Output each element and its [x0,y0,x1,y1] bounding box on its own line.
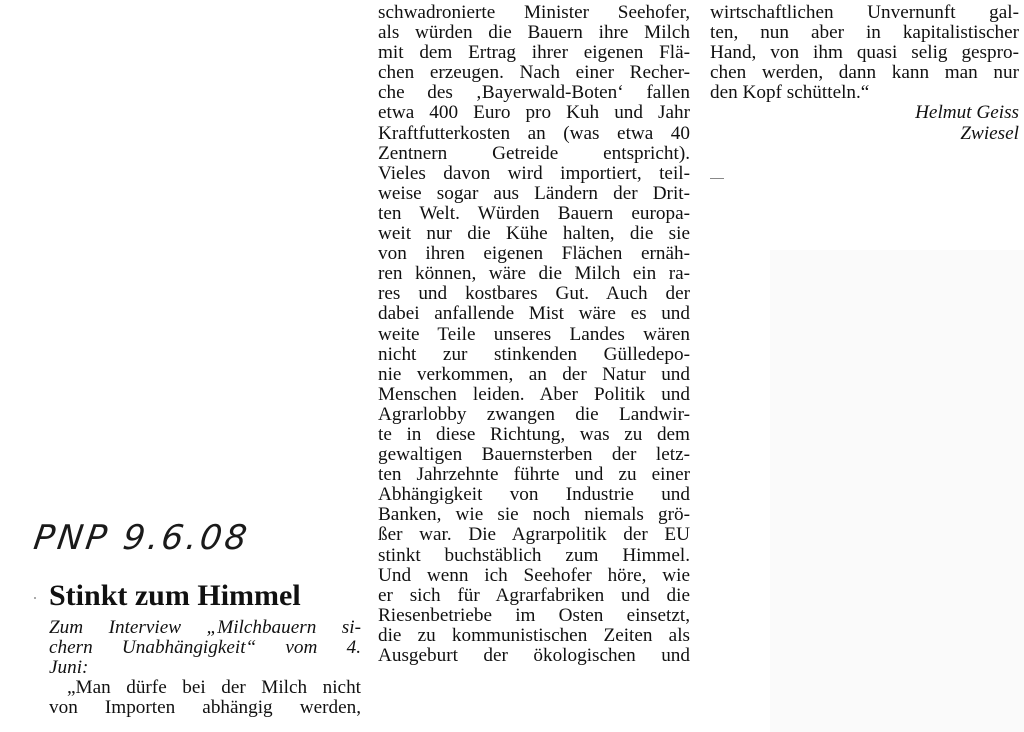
text-line: Ausgeburt der ökologischen und [378,645,690,666]
text-line: Kraftfutterkosten an (was etwa 40 [378,122,690,144]
text-line: Riesenbetriebe im Osten einsetzt, [378,604,690,626]
handwritten-note: PNP 9.6.08 [31,518,253,558]
text-line: den Kopf schütteln.“ [710,82,870,104]
text-line: nicht zur stinkenden Gülledepo- [378,343,690,365]
text-line: ßer war. Die Agrarpolitik der EU [378,524,690,546]
column-1 [49,578,361,718]
text-line: Hand, von ihm quasi selig gespro- [710,42,1019,64]
text-line: gewaltigen Bauernsterben der letz- [378,444,690,466]
paper-shade [770,250,1024,732]
text-line: che des ‚Bayerwald-Boten‘ fallen [378,82,690,104]
text-line: nie verkommen, an der Natur und [378,363,690,385]
intro-line: Zum Interview „Milchbauern si- [49,617,361,638]
text-line: chen werden, dann kann man nur [710,62,1019,84]
text-line: etwa 400 Euro pro Kuh und Jahr [378,102,690,124]
text-line: Zentnern Getreide entspricht). [378,142,690,164]
text-line: weise sogar aus Ländern der Drit- [378,182,690,204]
speck [34,597,36,599]
text-line: stinkt buchstäblich zum Himmel. [378,544,690,566]
text-line: mit dem Ertrag ihrer eigenen Flä- [378,42,690,64]
text-line: als würden die Bauern ihre Milch [378,22,690,44]
text-line: weite Teile unseres Landes wären [378,323,690,345]
text-line: er sich für Agrarfabriken und die [378,584,690,606]
text-line: Agrarlobby zwangen die Landwir- [378,403,690,425]
text-line: ten Welt. Würden Bauern europa- [378,202,690,224]
text-line: schwadronierte Minister Seehofer, [378,2,690,23]
text-line: ren können, wäre die Milch ein ra- [378,263,690,285]
text-line: Banken, wie sie noch niemals grö- [378,504,690,526]
text-line: Vieles davon wird importiert, teil- [378,162,690,184]
text-line: von Importen abhängig werden, [49,697,361,719]
column-end-mark [710,178,724,179]
text-line: Und wenn ich Seehofer höre, wie [378,564,690,586]
headline: Stinkt zum Himmel [49,579,301,612]
column-2 [378,3,690,666]
intro-line: chern Unabhängigkeit“ vom 4. [49,637,361,659]
author-place: Zwiesel [960,122,1019,144]
text-line: ten Jahrzehnte führte und zu einer [378,464,690,486]
text-line: Abhängigkeit von Industrie und [378,484,690,506]
column-3 [710,3,1019,144]
intro [49,618,361,678]
text-line: Menschen leiden. Aber Politik und [378,383,690,405]
intro-line: Juni: [49,657,89,679]
text-line: ten, nun aber in kapitalistischer [710,22,1019,44]
text-line: weit nur die Kühe halten, die sie [378,223,690,245]
text-line: die zu kommunistischen Zeiten als [378,624,690,646]
text-line: wirtschaftlichen Unvernunft gal- [710,2,1019,23]
text-line: „Man dürfe bei der Milch nicht [67,677,361,699]
text-line: dabei anfallende Mist wäre es und [378,303,690,325]
text-line: res und kostbares Gut. Auch der [378,283,690,305]
text-line: chen erzeugen. Nach einer Recher- [378,62,690,84]
text-line: von ihren eigenen Flächen ernäh- [378,243,690,265]
author-name: Helmut Geiss [915,102,1019,124]
text-line: te in diese Richtung, was zu dem [378,423,690,445]
